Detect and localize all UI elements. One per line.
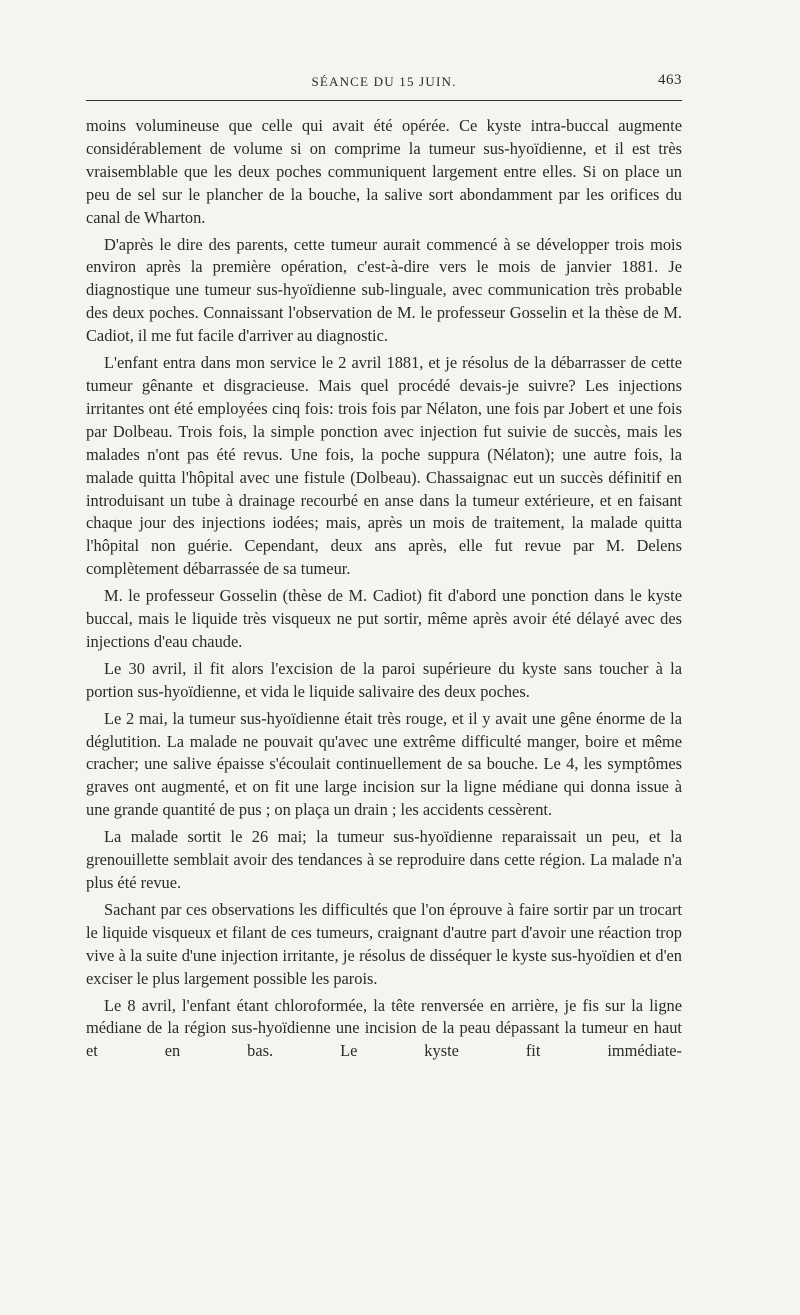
paragraph: L'enfant entra dans mon service le 2 avril 1881, et je résolus de la débarrasser de cette tumeur gênante et disgracieuse. Mais quel procédé devais-je suivre? Les injections irritantes ont été employées cinq fois: trois fois par Nélaton, une fois par Jobert et une fois par Dolbeau. Trois fois, la simple ponction avec injection fut suivie de succès, mais les malades n'ont pas été revus. Une fois, la poche suppura (Nélaton); une autre fois, la malade quitta l'hôpital avec une fistule (Dolbeau). Chassaignac eut un succès définitif en introduisant un tube à drainage recourbé en anse dans la tumeur extérieure, et en faisant chaque jour des injections iodées; mais, après un mois de traitement, la malade quitta l'hôpital non guérie. Cependant, deux ans après, elle fut revue par M. Delens complètement débarrassée de sa tumeur.: [86, 353, 682, 579]
paragraph: moins volumineuse que celle qui avait été opérée. Ce kyste intra-buccal augmente considérablement de volume si on comprime la tumeur sus-hyoïdienne, et il est très vraisemblable que les deux poches communiquent largement entre elles. Si on place un peu de sel sur le plancher de la bouche, la salive sort abondamment par les orifices du canal de Wharton.: [86, 116, 682, 227]
page-header: [86, 70, 682, 96]
body-text: [86, 115, 682, 1067]
paragraph: Le 8 avril, l'enfant étant chloroformée, la tête renversée en arrière, je fis sur la ligne médiane de la région sus-hyoïdienne une incision de la peau dépassant la tumeur en haut et en bas. Le kyste fit immédiate-: [86, 995, 682, 1061]
paragraph: M. le professeur Gosselin (thèse de M. Cadiot) fit d'abord une ponction dans le kyste buccal, mais le liquide très visqueux ne put sortir, même après avoir été délayé avec des injections d'eau chaude.: [86, 586, 682, 651]
page-number: 463: [658, 72, 682, 88]
paragraph: Sachant par ces observations les difficultés que l'on éprouve à faire sortir par un trocart le liquide visqueux et filant de ces tumeurs, craignant d'autre part d'avoir une réaction trop vive à la suite d'une injection irritante, je résolus de disséquer le kyste sus-hyoïdien et d'en exciser le plus largement possible les parois.: [86, 899, 682, 988]
header-rule: [86, 100, 682, 101]
paragraph: Le 30 avril, il fit alors l'excision de la paroi supérieure du kyste sans toucher à la portion sus-hyoïdienne, et vida le liquide salivaire des deux poches.: [86, 658, 682, 701]
paragraph: D'après le dire des parents, cette tumeur aurait commencé à se développer trois mois environ après la première opération, c'est-à-dire vers le mois de janvier 1881. Je diagnostique une tumeur sus-hyoïdienne sub-linguale, avec communication très probable des deux poches. Connaissant l'observation de M. le professeur Gosselin et la thèse de M. Cadiot, il me fut facile d'arriver au diagnostic.: [86, 234, 682, 346]
paragraph: Le 2 mai, la tumeur sus-hyoïdienne était très rouge, et il y avait une gêne énorme de la déglutition. La malade ne pouvait qu'avec une extrême difficulté manger, boire et même cracher; une salive épaisse s'écoulait continuellement de sa bouche. Le 4, les symptômes graves ont augmenté, et on fit une large incision sur la ligne médiane qui donna issue à une grande quantité de pus ; on plaça un drain ; les accidents cessèrent.: [86, 708, 682, 820]
running-title: SÉANCE DU 15 JUIN.: [311, 74, 457, 89]
paragraph: La malade sortit le 26 mai; la tumeur sus-hyoïdienne reparaissait un peu, et la grenouillette semblait avoir des tendances à se reproduire dans cette région. La malade n'a plus été revue.: [86, 827, 682, 892]
